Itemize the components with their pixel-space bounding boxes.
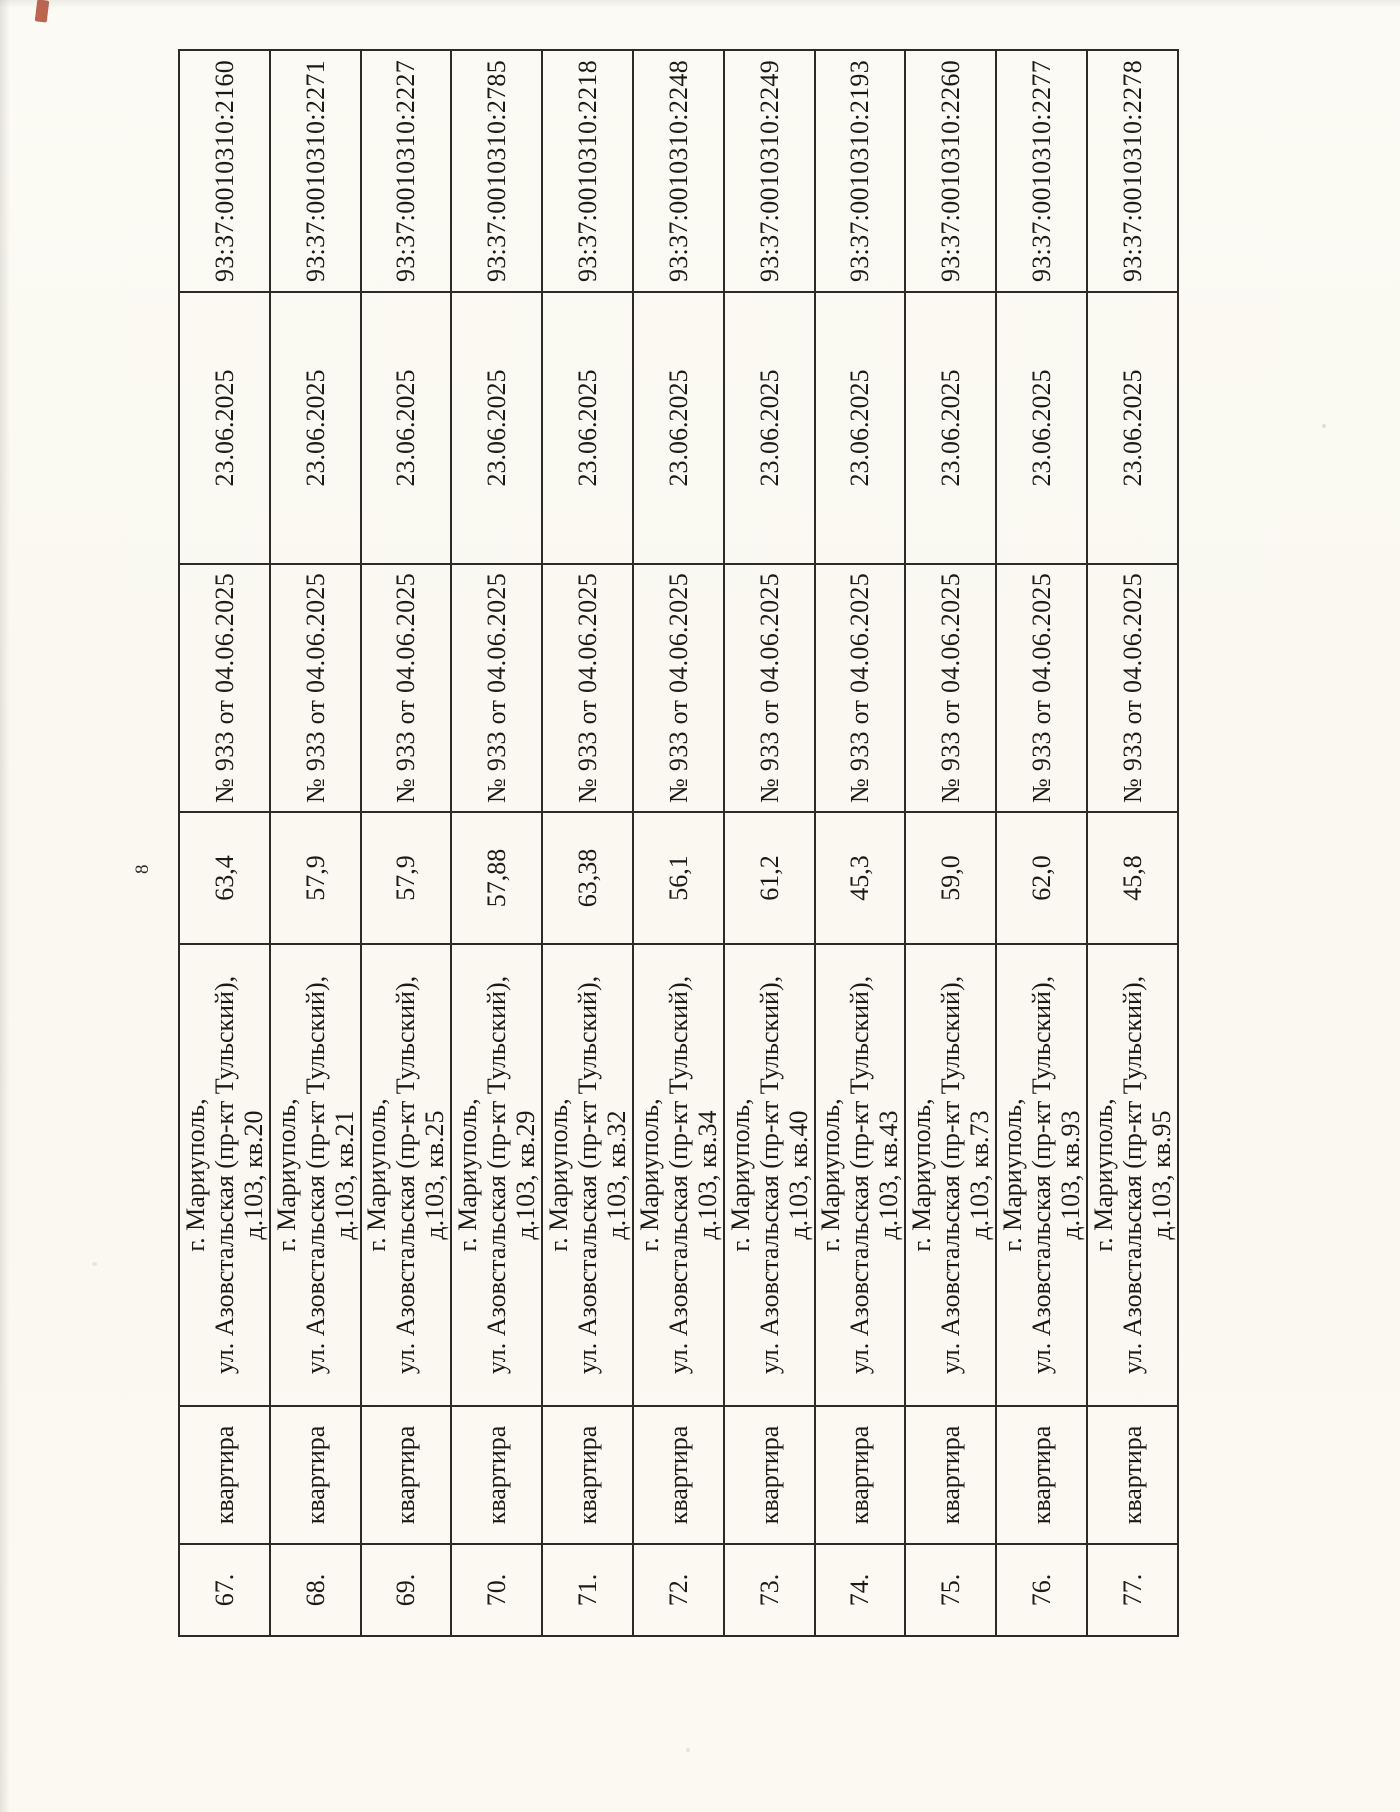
cell-address bbox=[270, 944, 361, 1406]
cell-object-type: квартира bbox=[815, 1406, 906, 1544]
cell-cadastral-number: 93:37:0010310:2277 bbox=[996, 50, 1087, 292]
address-line-city: г. Мариуполь, bbox=[725, 1098, 755, 1252]
address-line-street: ул. Азовстальская (пр-кт Тульский), bbox=[391, 975, 421, 1375]
address-line-building: д.103, кв.29 bbox=[511, 1110, 541, 1240]
cell-object-type: квартира bbox=[270, 1406, 361, 1544]
cell-object-type: квартира bbox=[179, 1406, 270, 1544]
cell-address bbox=[361, 944, 452, 1406]
page-number: 8 bbox=[132, 864, 153, 874]
cell-row-number: 69. bbox=[361, 1544, 452, 1636]
cell-registration-date: 23.06.2025 bbox=[361, 292, 452, 564]
address-line-building: д.103, кв.43 bbox=[874, 1110, 904, 1240]
cell-cadastral-number: 93:37:0010310:2160 bbox=[179, 50, 270, 292]
cell-row-number: 75. bbox=[905, 1544, 996, 1636]
cell-address bbox=[724, 944, 815, 1406]
address-line-street: ул. Азовстальская (пр-кт Тульский), bbox=[1117, 975, 1147, 1375]
table-row bbox=[996, 50, 1087, 1636]
cell-row-number: 67. bbox=[179, 1544, 270, 1636]
address-line-city: г. Мариуполь, bbox=[907, 1098, 937, 1252]
cell-address bbox=[451, 944, 542, 1406]
table-row bbox=[179, 50, 270, 1636]
cell-document: № 933 от 04.06.2025 bbox=[361, 564, 452, 812]
address-line-street: ул. Азовстальская (пр-кт Тульский), bbox=[754, 975, 784, 1375]
cell-cadastral-number: 93:37:0010310:2248 bbox=[633, 50, 724, 292]
cell-object-type: квартира bbox=[996, 1406, 1087, 1544]
cell-area: 62,0 bbox=[996, 812, 1087, 944]
cell-document: № 933 от 04.06.2025 bbox=[815, 564, 906, 812]
cell-cadastral-number: 93:37:0010310:2227 bbox=[361, 50, 452, 292]
cell-object-type: квартира bbox=[542, 1406, 633, 1544]
table-row bbox=[905, 50, 996, 1636]
cell-object-type: квартира bbox=[724, 1406, 815, 1544]
cell-area: 63,38 bbox=[542, 812, 633, 944]
table-row bbox=[1087, 50, 1178, 1636]
table-row bbox=[270, 50, 361, 1636]
cell-address bbox=[1087, 944, 1178, 1406]
table-row bbox=[361, 50, 452, 1636]
cell-document: № 933 от 04.06.2025 bbox=[451, 564, 542, 812]
cell-address bbox=[542, 944, 633, 1406]
cell-area: 59,0 bbox=[905, 812, 996, 944]
cell-row-number: 71. bbox=[542, 1544, 633, 1636]
cell-registration-date: 23.06.2025 bbox=[996, 292, 1087, 564]
address-line-city: г. Мариуполь, bbox=[544, 1098, 574, 1252]
cell-registration-date: 23.06.2025 bbox=[270, 292, 361, 564]
property-table bbox=[178, 49, 1179, 1637]
cell-registration-date: 23.06.2025 bbox=[633, 292, 724, 564]
cell-cadastral-number: 93:37:0010310:2260 bbox=[905, 50, 996, 292]
cell-object-type: квартира bbox=[633, 1406, 724, 1544]
cell-object-type: квартира bbox=[905, 1406, 996, 1544]
cell-document: № 933 от 04.06.2025 bbox=[542, 564, 633, 812]
cell-registration-date: 23.06.2025 bbox=[542, 292, 633, 564]
table-row bbox=[451, 50, 542, 1636]
cell-row-number: 72. bbox=[633, 1544, 724, 1636]
address-line-city: г. Мариуполь, bbox=[453, 1098, 483, 1252]
address-line-city: г. Мариуполь, bbox=[1088, 1098, 1118, 1252]
address-line-street: ул. Азовстальская (пр-кт Тульский), bbox=[209, 975, 239, 1375]
address-line-city: г. Мариуполь, bbox=[816, 1098, 846, 1252]
cell-registration-date: 23.06.2025 bbox=[451, 292, 542, 564]
cell-object-type: квартира bbox=[361, 1406, 452, 1544]
address-line-building: д.103, кв.95 bbox=[1146, 1110, 1176, 1240]
cell-registration-date: 23.06.2025 bbox=[905, 292, 996, 564]
address-line-building: д.103, кв.73 bbox=[965, 1110, 995, 1240]
cell-registration-date: 23.06.2025 bbox=[724, 292, 815, 564]
cell-row-number: 76. bbox=[996, 1544, 1087, 1636]
address-line-city: г. Мариуполь, bbox=[998, 1098, 1028, 1252]
cell-row-number: 74. bbox=[815, 1544, 906, 1636]
cell-document: № 933 от 04.06.2025 bbox=[905, 564, 996, 812]
address-line-street: ул. Азовстальская (пр-кт Тульский), bbox=[1027, 975, 1057, 1375]
address-line-building: д.103, кв.32 bbox=[602, 1110, 632, 1240]
cell-object-type: квартира bbox=[1087, 1406, 1178, 1544]
cell-address bbox=[996, 944, 1087, 1406]
address-line-building: д.103, кв.25 bbox=[420, 1110, 450, 1240]
table-row bbox=[542, 50, 633, 1636]
address-line-building: д.103, кв.40 bbox=[783, 1110, 813, 1240]
cell-document: № 933 от 04.06.2025 bbox=[996, 564, 1087, 812]
cell-area: 61,2 bbox=[724, 812, 815, 944]
address-line-street: ул. Азовстальская (пр-кт Тульский), bbox=[573, 975, 603, 1375]
address-line-building: д.103, кв.93 bbox=[1056, 1110, 1086, 1240]
cell-area: 57,88 bbox=[451, 812, 542, 944]
property-table-body bbox=[179, 50, 1178, 1636]
cell-cadastral-number: 93:37:0010310:2271 bbox=[270, 50, 361, 292]
cell-document: № 933 от 04.06.2025 bbox=[633, 564, 724, 812]
cell-cadastral-number: 93:37:0010310:2785 bbox=[451, 50, 542, 292]
cell-area: 57,9 bbox=[270, 812, 361, 944]
cell-area: 57,9 bbox=[361, 812, 452, 944]
table-row bbox=[724, 50, 815, 1636]
table-row bbox=[633, 50, 724, 1636]
address-line-street: ул. Азовстальская (пр-кт Тульский), bbox=[482, 975, 512, 1375]
cell-cadastral-number: 93:37:0010310:2218 bbox=[542, 50, 633, 292]
cell-area: 45,8 bbox=[1087, 812, 1178, 944]
cell-row-number: 77. bbox=[1087, 1544, 1178, 1636]
cell-registration-date: 23.06.2025 bbox=[179, 292, 270, 564]
address-line-street: ул. Азовстальская (пр-кт Тульский), bbox=[936, 975, 966, 1375]
cell-registration-date: 23.06.2025 bbox=[1087, 292, 1178, 564]
cell-document: № 933 от 04.06.2025 bbox=[270, 564, 361, 812]
cell-object-type: квартира bbox=[451, 1406, 542, 1544]
cell-address bbox=[905, 944, 996, 1406]
address-line-building: д.103, кв.21 bbox=[329, 1110, 359, 1240]
cell-cadastral-number: 93:37:0010310:2278 bbox=[1087, 50, 1178, 292]
cell-address bbox=[815, 944, 906, 1406]
cell-area: 45,3 bbox=[815, 812, 906, 944]
cell-area: 56,1 bbox=[633, 812, 724, 944]
cell-cadastral-number: 93:37:0010310:2249 bbox=[724, 50, 815, 292]
address-line-city: г. Мариуполь, bbox=[634, 1098, 664, 1252]
cell-address bbox=[633, 944, 724, 1406]
cell-row-number: 70. bbox=[451, 1544, 542, 1636]
cell-document: № 933 от 04.06.2025 bbox=[1087, 564, 1178, 812]
address-line-building: д.103, кв.34 bbox=[692, 1110, 722, 1240]
table-row bbox=[815, 50, 906, 1636]
address-line-city: г. Мариуполь, bbox=[362, 1098, 392, 1252]
cell-area: 63,4 bbox=[179, 812, 270, 944]
cell-address bbox=[179, 944, 270, 1406]
address-line-city: г. Мариуполь, bbox=[180, 1098, 210, 1252]
address-line-building: д.103, кв.20 bbox=[238, 1110, 268, 1240]
address-line-street: ул. Азовстальская (пр-кт Тульский), bbox=[663, 975, 693, 1375]
address-line-city: г. Мариуполь, bbox=[271, 1098, 301, 1252]
cell-document: № 933 от 04.06.2025 bbox=[724, 564, 815, 812]
address-line-street: ул. Азовстальская (пр-кт Тульский), bbox=[845, 975, 875, 1375]
cell-document: № 933 от 04.06.2025 bbox=[179, 564, 270, 812]
cell-row-number: 68. bbox=[270, 1544, 361, 1636]
cell-cadastral-number: 93:37:0010310:2193 bbox=[815, 50, 906, 292]
address-line-street: ул. Азовстальская (пр-кт Тульский), bbox=[300, 975, 330, 1375]
cell-row-number: 73. bbox=[724, 1544, 815, 1636]
cell-registration-date: 23.06.2025 bbox=[815, 292, 906, 564]
